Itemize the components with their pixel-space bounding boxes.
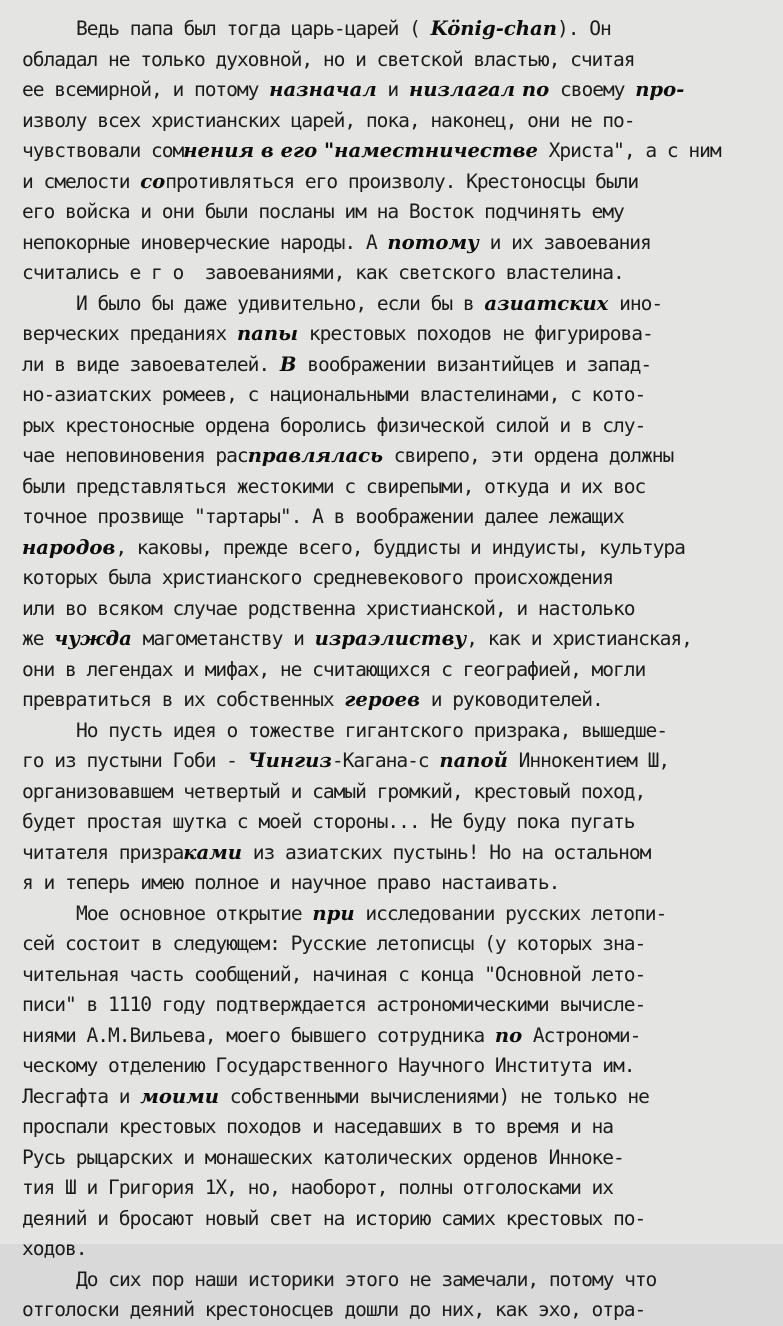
handwritten-correction: при xyxy=(312,901,355,925)
typed-text: сей состоит в следующем: Русские летописцы (у которых зна- xyxy=(22,932,646,955)
handwritten-correction: народов xyxy=(22,535,116,559)
text-line xyxy=(22,1265,774,1296)
typed-text: читателя призра xyxy=(22,840,184,864)
text-line xyxy=(22,899,774,930)
typed-text: противляться его произволу. Крестоносцы были xyxy=(165,169,639,193)
handwritten-correction: израэлиству xyxy=(314,627,467,650)
typed-text: отголоски деяний крестоносцев дошли до них, как эхо, отра- xyxy=(22,1298,646,1321)
typescript-body xyxy=(22,14,774,1326)
handwritten-correction: папы xyxy=(236,322,299,345)
handwritten-correction: низлагал по xyxy=(408,78,550,101)
handwritten-correction: чужда xyxy=(54,627,132,650)
typed-text: из азиатских пустынь! Но на остальном xyxy=(242,840,651,864)
handwritten-correction: Чингиз xyxy=(247,749,332,772)
typed-text: и xyxy=(376,78,409,101)
text-line xyxy=(22,960,774,991)
typed-text: рых крестоносные ордена боролись физической силой и в слу- xyxy=(22,413,646,437)
text-line xyxy=(22,167,774,198)
typed-text: которых была христианского средневекового происхождения xyxy=(22,566,614,589)
text-line xyxy=(22,1234,774,1265)
text-line xyxy=(22,777,774,808)
handwritten-correction: правлялась xyxy=(247,444,384,467)
text-line xyxy=(22,1173,774,1204)
typed-text: Мое основное открытие xyxy=(76,901,313,925)
typed-text: обладал не только духовной, но и светской властью, считая xyxy=(22,47,635,71)
typed-text: своему xyxy=(549,78,636,101)
text-line xyxy=(22,1204,774,1235)
text-line xyxy=(22,1082,774,1113)
typed-text: деяний и бросают новый свет на историю самих крестовых по- xyxy=(22,1206,646,1230)
typed-text: проспали крестовых походов и наседавших в то время и на xyxy=(22,1115,614,1138)
handwritten-correction: König-chan xyxy=(430,17,557,40)
text-line xyxy=(22,716,774,747)
typed-text: были представляться жестокими с свирепыми, откуда и их вос xyxy=(22,474,646,498)
typed-text: магометанству и xyxy=(131,627,315,650)
text-line xyxy=(22,380,774,411)
typed-text: Иннокентием Ш, xyxy=(507,749,670,772)
handwritten-correction: В xyxy=(279,352,297,376)
typed-text: тия Ш и Григория 1Х, но, наоборот, полны отголосками их xyxy=(22,1176,614,1199)
text-line xyxy=(22,1295,774,1326)
text-line xyxy=(22,350,774,381)
typed-text: Христа", а с ним xyxy=(537,139,721,162)
text-line xyxy=(22,990,774,1021)
text-line xyxy=(22,563,774,594)
text-line xyxy=(22,685,774,716)
text-line xyxy=(22,14,774,45)
handwritten-correction: моими xyxy=(140,1084,220,1108)
typed-text: -Кагана-с xyxy=(331,749,440,772)
typed-text: Русь рыцарских и монашеских католических орденов Инноке- xyxy=(22,1145,624,1169)
typed-text: считались е г о завоеваниями, как светского властелина. xyxy=(22,261,624,284)
typed-text: или во всяком случае родственна христианской, и настолько xyxy=(22,596,635,620)
typed-text: ее всемирной, и потому xyxy=(22,78,270,101)
typed-text: превратиться в их собственных xyxy=(22,688,345,711)
typed-text: Астрономи- xyxy=(522,1023,641,1047)
handwritten-correction: нения в его "наместничестве xyxy=(183,139,538,162)
handwritten-correction: героев xyxy=(344,688,420,711)
typed-text: крестовых походов не фигурирова- xyxy=(298,322,653,345)
text-line xyxy=(22,929,774,960)
typed-text: , как и христианская, xyxy=(466,627,692,650)
text-line xyxy=(22,197,774,228)
typed-text: ли в виде завоевателей. xyxy=(22,352,280,376)
handwritten-correction: по xyxy=(494,1023,523,1047)
text-line xyxy=(22,411,774,442)
typed-text: ино- xyxy=(608,291,663,315)
typed-text: и смелости xyxy=(22,169,141,193)
typed-text: Лесгафта и xyxy=(22,1084,141,1108)
text-line xyxy=(22,746,774,777)
text-line xyxy=(22,1051,774,1082)
text-line xyxy=(22,807,774,838)
typed-text: точное прозвище "тартары". А в воображении далее лежащих xyxy=(22,505,624,528)
text-line xyxy=(22,441,774,472)
text-line xyxy=(22,624,774,655)
typed-text: будет простая шутка с моей стороны... Не буду пока пугать xyxy=(22,810,635,833)
text-line xyxy=(22,228,774,259)
text-line xyxy=(22,258,774,289)
typed-text: они в легендах и мифах, не считающихся с географией, могли xyxy=(22,657,646,681)
typed-text: его войска и они были посланы им на Восток подчинять ему xyxy=(22,200,624,223)
text-line xyxy=(22,838,774,869)
typed-text: чительная часть сообщений, начиная с конца "Основной лето- xyxy=(22,962,646,986)
handwritten-correction: папой xyxy=(439,749,508,772)
text-line xyxy=(22,655,774,686)
handwritten-correction: назначал xyxy=(269,78,377,101)
typed-text: Ведь папа был тогда царь-царей ( xyxy=(76,17,431,40)
text-line xyxy=(22,1021,774,1052)
typed-text: непокорные иноверческие народы. А xyxy=(22,230,388,254)
typed-text: го из пустыни Гоби - xyxy=(22,749,248,772)
handwritten-correction: со xyxy=(140,169,166,193)
typed-text: но-азиатских ромеев, с национальными властелинами, с кото- xyxy=(22,383,646,406)
typed-text: верческих преданиях xyxy=(22,322,237,345)
typed-text: Но пусть идея о тожестве гигантского призрака, вышедше- xyxy=(76,718,668,742)
text-line xyxy=(22,319,774,350)
text-line xyxy=(22,502,774,533)
text-line xyxy=(22,594,774,625)
typed-text: и их завоевания xyxy=(478,230,651,254)
text-line xyxy=(22,1112,774,1143)
text-line xyxy=(22,45,774,76)
typed-text: я и теперь имею полное и научное право настаивать. xyxy=(22,871,560,894)
typed-text: организовавшем четвертый и самый громкий, крестовый поход, xyxy=(22,779,646,803)
text-line xyxy=(22,106,774,137)
typed-text: же xyxy=(22,627,55,650)
typed-text: исследовании русских летопи- xyxy=(354,901,667,925)
typed-text: ческому отделению Государственного Научного Института им. xyxy=(22,1054,635,1077)
typed-text: , каковы, прежде всего, буддисты и индуисты, культура xyxy=(115,535,685,559)
text-line xyxy=(22,75,774,106)
typed-text: До сих пор наши историки этого не замечали, потому что xyxy=(76,1267,657,1291)
handwritten-correction: про- xyxy=(635,78,685,101)
typed-text: ниями А.М.Вильева, моего бывшего сотрудника xyxy=(22,1023,495,1047)
text-line xyxy=(22,868,774,899)
typed-text: ходов. xyxy=(22,1237,87,1260)
handwritten-correction: азиатских xyxy=(484,291,609,315)
typed-text: собственными вычислениями) не только не xyxy=(219,1084,649,1108)
typed-text: свирепо, эти ордена должны xyxy=(383,444,674,467)
typed-text: воображении византийцев и запад- xyxy=(296,352,652,376)
typed-text: ). Он xyxy=(556,17,611,40)
typed-text: И было бы даже удивительно, если бы в xyxy=(76,291,485,315)
typed-text: и руководителей. xyxy=(420,688,603,711)
text-line xyxy=(22,1143,774,1174)
typed-text: изволу всех христианских царей, пока, наконец, они не по- xyxy=(22,108,635,132)
handwritten-correction: ками xyxy=(183,840,243,864)
typed-text: чувствовали сом xyxy=(22,139,184,162)
handwritten-correction: потому xyxy=(387,230,479,254)
typed-text: писи" в 1110 году подтверждается астрономическими вычисле- xyxy=(22,993,646,1016)
text-line xyxy=(22,533,774,564)
text-line xyxy=(22,136,774,167)
text-line xyxy=(22,472,774,503)
text-line xyxy=(22,289,774,320)
typed-text: чае неповиновения рас xyxy=(22,444,248,467)
